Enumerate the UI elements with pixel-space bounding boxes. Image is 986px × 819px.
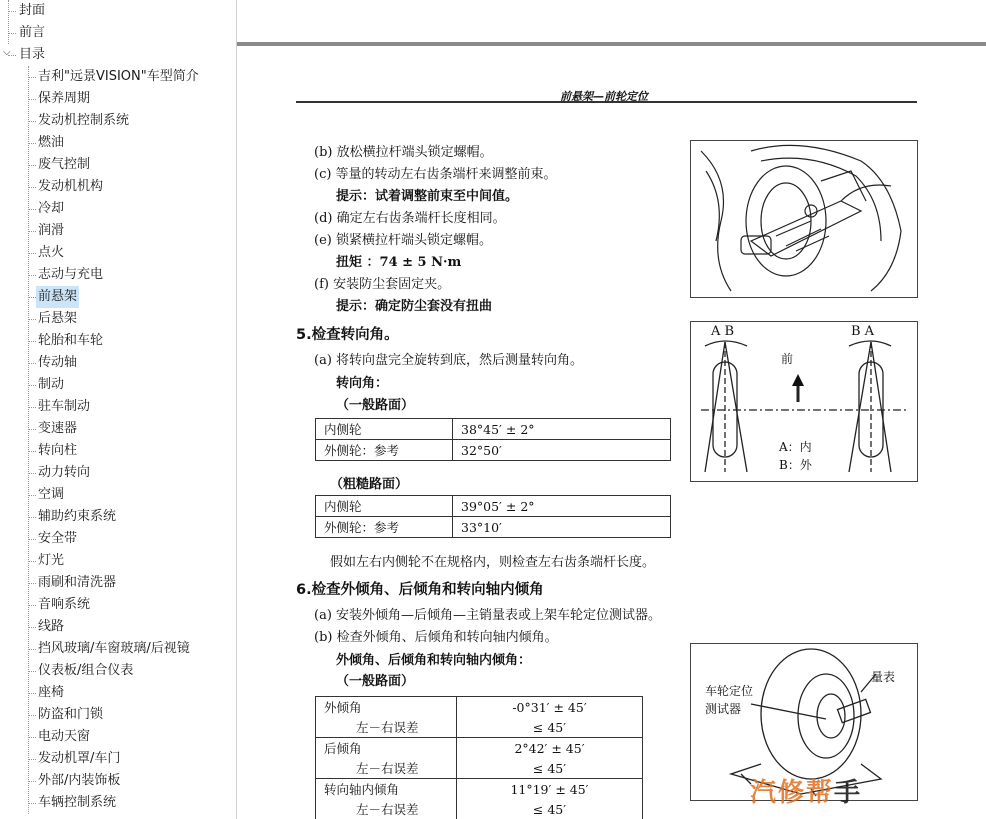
table-cell: 39°05′ ± 2° [453,496,671,517]
table-cell: ≤ 45′ [457,799,643,819]
table-cell: 左－右误差 [316,717,457,738]
tree-connector [28,627,36,628]
alignment-angle-table [315,696,643,819]
table-row [316,717,643,738]
tree-item-label: 志动与充电 [38,267,104,282]
tree-connector [28,99,36,100]
sec6-step-a: (a) 安装外倾角—后倾角—主销量表或上架车轮定位测试器。 [314,608,662,623]
tree-item-label: 变速器 [38,421,78,436]
step-d: (d) 确定左右齿条端杆长度相同。 [314,211,506,226]
document-viewer [237,0,986,819]
tree-connector [28,737,36,738]
tree-item-label: 后悬架 [38,311,78,326]
toc-sidebar[interactable] [0,0,237,819]
sec5-rough-road: （粗糙路面） [330,477,409,492]
table-cell: 左－右误差 [316,799,457,819]
table-cell: 内侧轮 [316,419,453,440]
sec6-sub: 外倾角、后倾角和转向轴内倾角： [336,653,532,668]
table-row [316,440,671,461]
fig3-tester-label: 车轮定位 [705,684,754,698]
sec5-note: 假如左右内侧轮不在规格内，则检查左右齿条端杆长度。 [330,555,656,570]
tree-connector [28,693,36,694]
fig2-forward: 前 [781,352,794,366]
tree-item-label: 燃油 [38,135,65,150]
tree-connector [28,715,36,716]
tree-connector [28,121,36,122]
tree-connector [28,385,36,386]
tree-item-label: 废气控制 [38,157,91,172]
table-cell: 11°19′ ± 45′ [457,779,643,800]
tree-item-label: 保养周期 [38,91,91,106]
table-cell: 后倾角 [316,738,457,759]
tree-connector [28,759,36,760]
step-e: (e) 锁紧横拉杆端头锁定螺帽。 [314,233,492,248]
tree-connector [8,33,16,34]
tree-connector [28,165,36,166]
section-5-title: 5.检查转向角。 [296,327,399,343]
tree-item-label: 前言 [19,25,46,40]
tree-item-label: 外部/内装饰板 [38,773,121,788]
tree-item-label: 驻车制动 [38,399,91,414]
tree-connector [28,253,36,254]
section-6-title: 6.检查外倾角、后倾角和转向轴内倾角 [296,582,544,598]
table-cell: ≤ 45′ [457,717,643,738]
step-f: (f) 安装防尘套固定夹。 [314,277,451,292]
table-cell: 38°45′ ± 2° [453,419,671,440]
tree-item-label: 挡风玻璃/车窗玻璃/后视镜 [38,641,190,656]
tree-item-label: 吉利"远景VISION"车型简介 [38,69,199,84]
tree-item-label: 轮胎和车轮 [38,333,104,348]
tree-item-label: 防盗和门锁 [38,707,104,722]
table-row [316,496,671,517]
manual-page [237,0,986,819]
table-cell: 外侧轮：参考 [316,517,453,538]
fig2-right-labels: B A [851,324,875,339]
tree-connector [28,671,36,672]
tree-connector [28,781,36,782]
table-row [316,799,643,819]
tree-item-label: 音响系统 [38,597,91,612]
table-cell: 左－右误差 [316,758,457,779]
sec5-normal-road: （一般路面） [336,398,415,413]
tree-item-label: 灯光 [38,553,65,568]
tree-connector [28,561,36,562]
fig3-tester-label-2: 测试器 [705,702,742,716]
tree-connector [28,187,36,188]
tree-item-label: 动力转向 [38,465,91,480]
tree-connector [28,363,36,364]
tree-connector [28,517,36,518]
sec6-step-b: (b) 检查外倾角、后倾角和转向轴内倾角。 [314,630,558,645]
hint-f: 提示：确定防尘套没有扭曲 [336,299,493,314]
tree-connector [28,341,36,342]
tree-connector [8,11,16,12]
step-c: (c) 等量的转动左右齿条端杆来调整前束。 [314,167,557,182]
steering-angle-rough-table [315,495,671,538]
tree-item-label: 目录 [19,47,46,62]
table-row [316,419,671,440]
table-cell: 外倾角 [316,697,457,718]
step-b: (b) 放松横拉杆端头锁定螺帽。 [314,145,493,160]
tree-item-label: 仪表板/组合仪表 [38,663,134,678]
tree-item-label: 线路 [38,619,65,634]
tree-item-label: 前悬架 [36,286,79,308]
tree-item-label: 发动机罩/车门 [38,751,121,766]
sec6-normal-road: （一般路面） [336,674,415,689]
tree-item-label: 辅助约束系统 [38,509,117,524]
tree-item-label: 传动轴 [38,355,78,370]
tie-rod-figure [690,140,918,298]
tree-item-label: 转向柱 [38,443,78,458]
fig2-legend-a: A：内 [779,440,812,454]
watermark-hand: 手 [834,778,863,808]
tree-item-label: 电动天窗 [38,729,91,744]
collapse-toggle-icon[interactable]: ⌵ [3,47,11,58]
tree-connector [28,275,36,276]
tree-connector [28,77,36,78]
tree-connector [28,407,36,408]
tree-connector [28,583,36,584]
tree-item-label: 发动机机构 [38,179,104,194]
tree-connector [28,209,36,210]
steering-angle-figure [690,321,918,482]
table-cell: 2°42′ ± 45′ [457,738,643,759]
tree-item-label: 空调 [38,487,65,502]
table-cell: 内侧轮 [316,496,453,517]
tree-item-label: 车辆控制系统 [38,795,117,810]
sec5-angle-label: 转向角： [336,376,389,391]
table-row [316,738,643,759]
table-cell: -0°31′ ± 45′ [457,697,643,718]
tree-connector [28,539,36,540]
tree-item-label: 安全带 [38,531,78,546]
table-cell: ≤ 45′ [457,758,643,779]
fig2-legend-b: B：外 [779,458,812,472]
tree-guide [28,66,29,814]
tree-item-label: 座椅 [38,685,65,700]
tree-connector [28,495,36,496]
tree-item-label: 点火 [38,245,65,260]
tree-item-label: 发动机控制系统 [38,113,130,128]
table-row [316,697,643,718]
table-row [316,758,643,779]
table-row [316,779,643,800]
tree-connector [28,429,36,430]
tree-connector [28,803,36,804]
tree-guide [8,0,9,44]
hint-c: 提示：试着调整前束至中间值。 [336,189,519,204]
fig2-left-labels: A B [711,324,735,339]
tree-item-label: 润滑 [38,223,65,238]
tree-connector [28,231,36,232]
page-header: 前悬架—前轮定位 [560,90,648,103]
table-cell: 外侧轮：参考 [316,440,453,461]
tree-item-label: 雨刷和清洗器 [38,575,117,590]
tree-item-label: 封面 [19,3,46,18]
tree-item-label: 制动 [38,377,65,392]
steering-angle-normal-table [315,418,671,461]
tree-connector [28,143,36,144]
tree-connector [28,451,36,452]
sec5-step-a: (a) 将转向盘完全旋转到底，然后测量转向角。 [314,353,584,368]
site-watermark [750,772,862,809]
tree-connector [28,297,36,298]
table-row [316,517,671,538]
tree-item-label: 冷却 [38,201,65,216]
table-cell: 33°10′ [453,517,671,538]
tree-connector [28,605,36,606]
torque-spec: 扭矩 ：74 ± 5 N·m [336,255,462,270]
tree-connector [28,473,36,474]
header-rule [296,101,917,103]
tie-rod-illustration [691,141,917,297]
table-cell: 转向轴内倾角 [316,779,457,800]
tree-connector [28,319,36,320]
fig3-gauge-label: 量表 [871,670,896,684]
watermark-brand: 汽修帮 [750,778,835,808]
tree-connector [28,649,36,650]
table-cell: 32°50′ [453,440,671,461]
